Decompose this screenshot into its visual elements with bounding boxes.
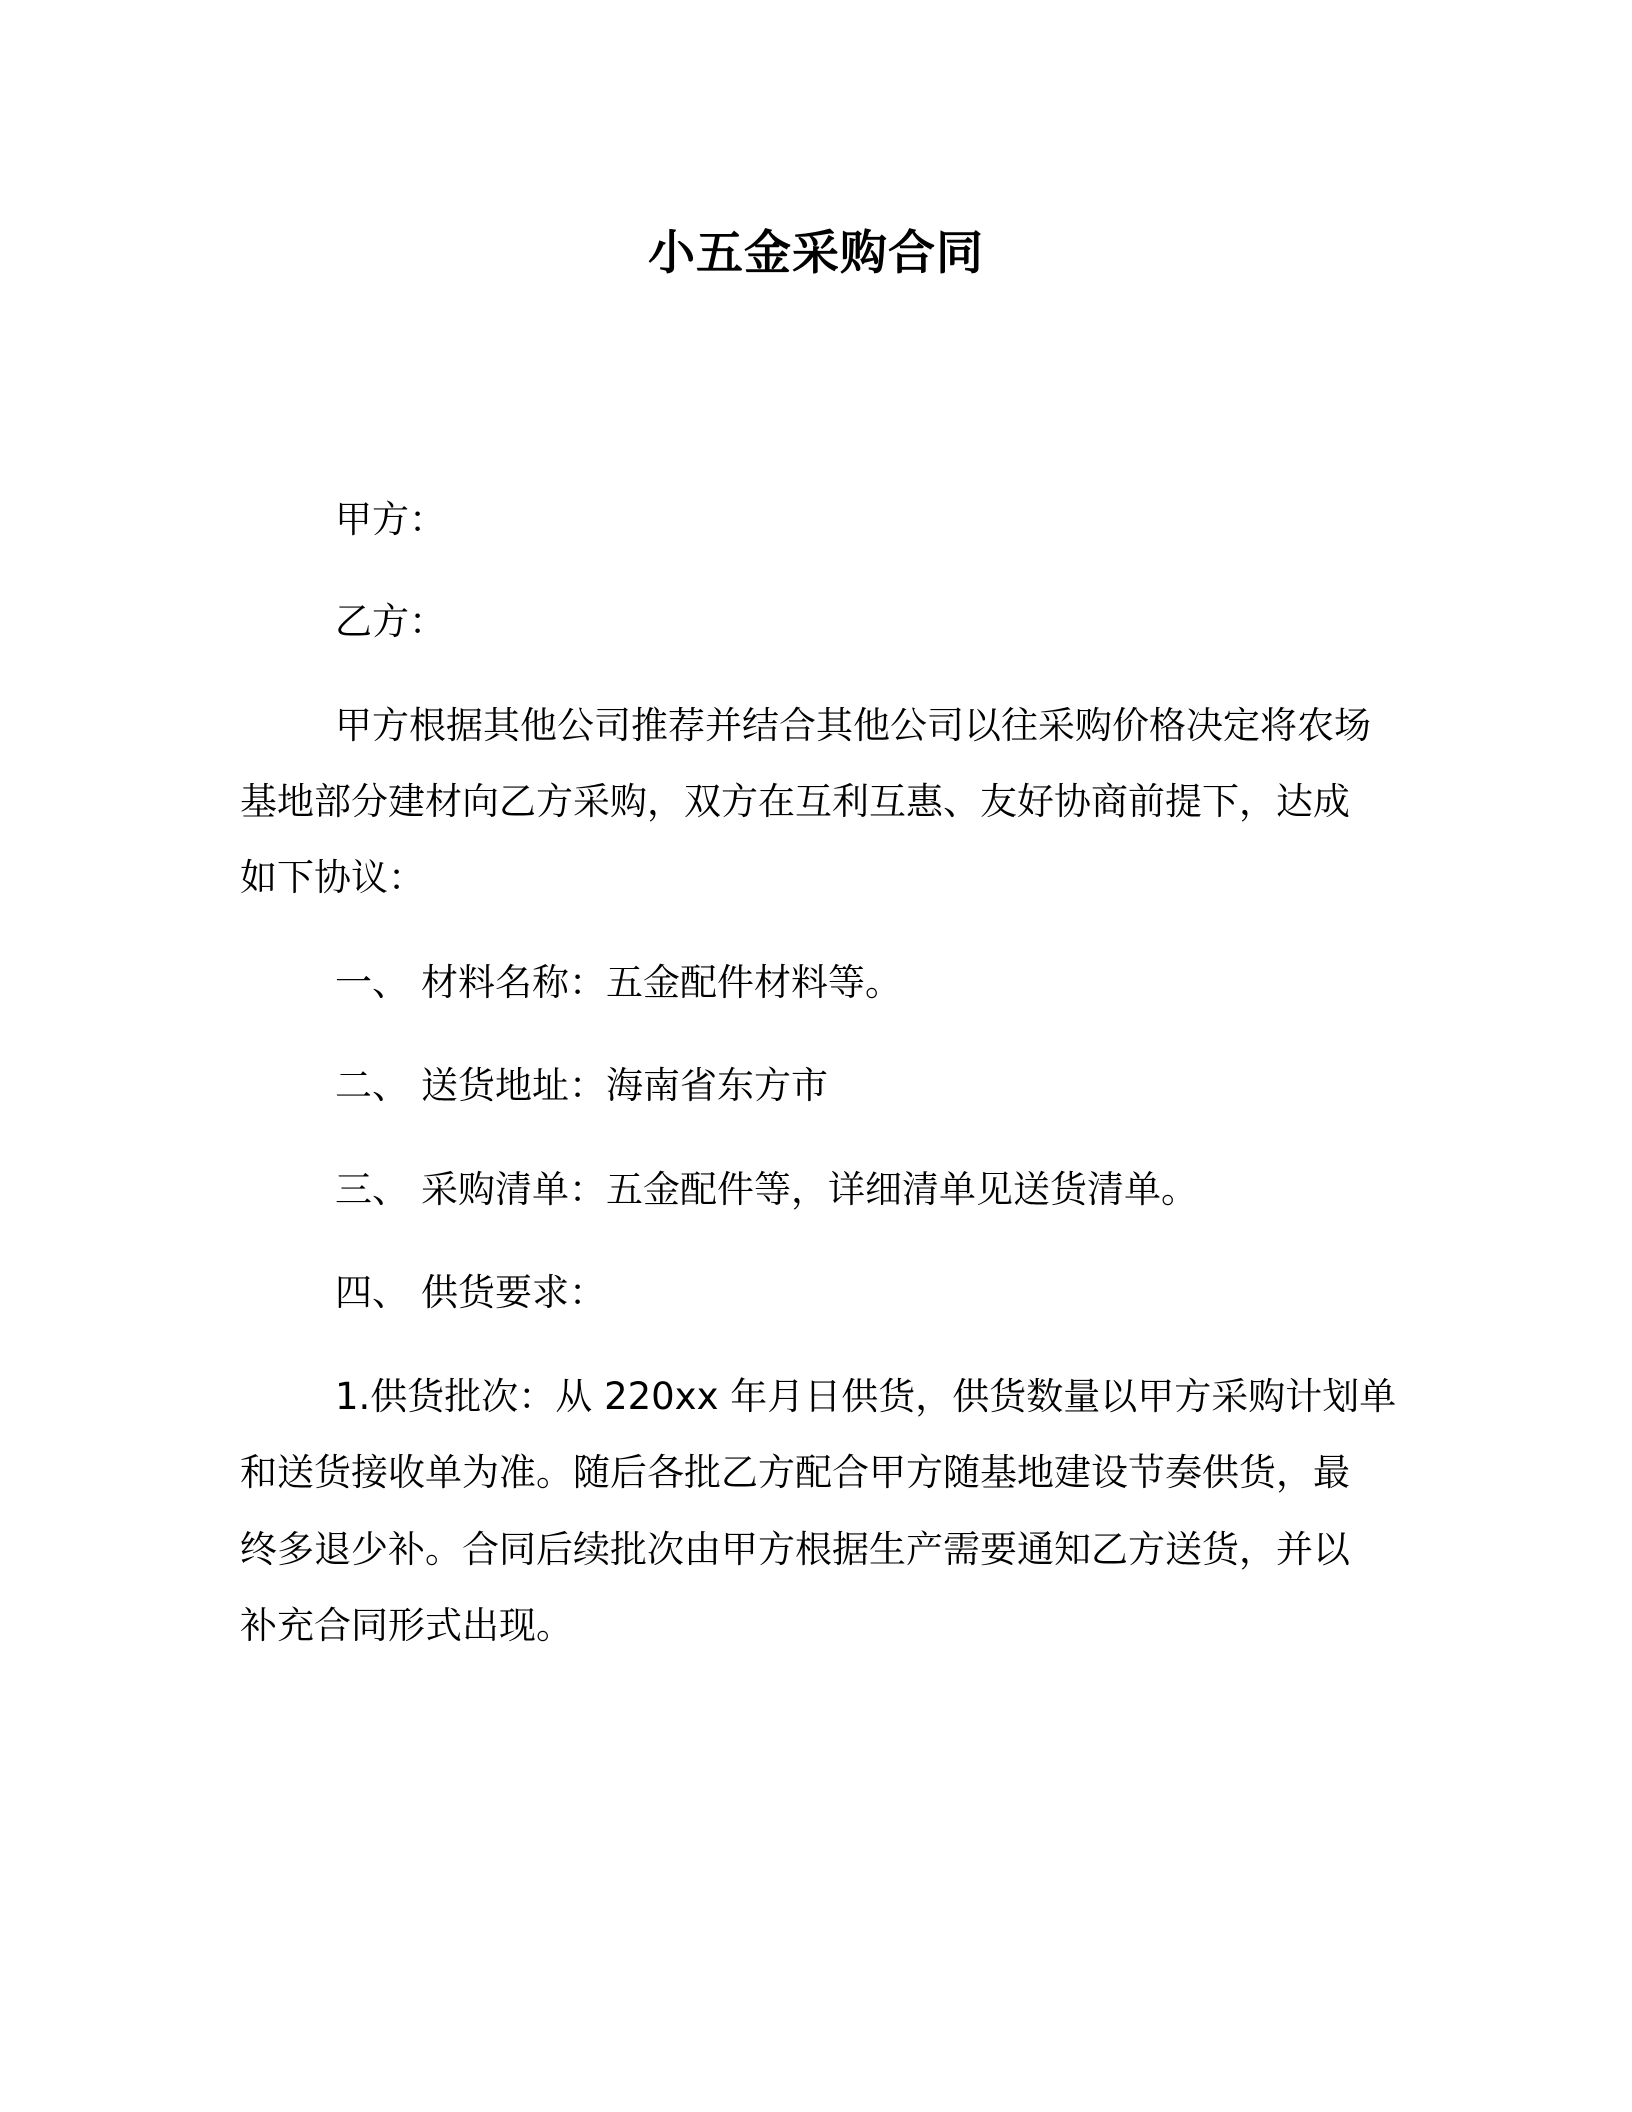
clause-number: 三、 bbox=[335, 1168, 409, 1211]
document-title: 小五金采购合同 bbox=[648, 226, 984, 281]
intro-line-2: 基地部分建材向乙方采购，双方在互利互惠、友好协商前提下，达成 bbox=[240, 780, 1350, 823]
supply-line-3: 终多退少补。合同后续批次由甲方根据生产需要通知乙方送货，并以 bbox=[240, 1528, 1350, 1571]
clause-text: 采购清单：五金配件等，详细清单见送货清单。 bbox=[421, 1168, 1198, 1211]
intro-line-1: 甲方根据其他公司推荐并结合其他公司以往采购价格决定将农场 bbox=[335, 704, 1371, 747]
intro-line-3: 如下协议： bbox=[240, 856, 425, 899]
clause-1 bbox=[335, 959, 902, 1007]
clause-number: 二、 bbox=[335, 1064, 409, 1107]
party-a-label: 甲方： bbox=[335, 498, 446, 541]
clause-4 bbox=[335, 1269, 606, 1317]
clause-text: 供货要求： bbox=[421, 1271, 606, 1314]
party-b-label: 乙方： bbox=[335, 600, 446, 643]
clause-text: 送货地址：海南省东方市 bbox=[421, 1064, 828, 1107]
clause-2 bbox=[335, 1062, 828, 1110]
clause-text: 材料名称：五金配件材料等。 bbox=[421, 961, 902, 1004]
supply-line-1: 1.供货批次：从 220xx 年月日供货，供货数量以甲方采购计划单 bbox=[335, 1375, 1397, 1418]
clause-number: 四、 bbox=[335, 1271, 409, 1314]
supply-line-4: 补充合同形式出现。 bbox=[240, 1604, 573, 1647]
clause-number: 一、 bbox=[335, 961, 409, 1004]
clause-3 bbox=[335, 1166, 1198, 1214]
supply-line-2: 和送货接收单为准。随后各批乙方配合甲方随基地建设节奏供货，最 bbox=[240, 1451, 1350, 1494]
